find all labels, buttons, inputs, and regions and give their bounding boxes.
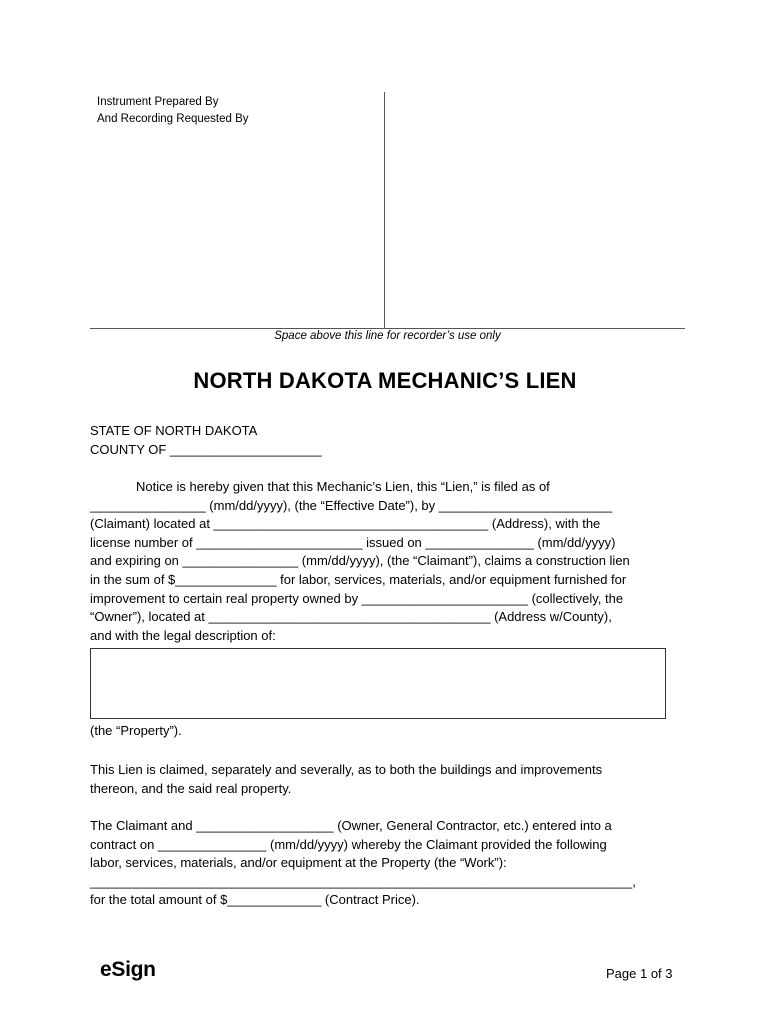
recorder-note: Space above this line for recorder’s use only [274, 330, 501, 342]
notice-line: in the sum of $______________ for labor, services, materials, and/or equipment furnished for [90, 571, 627, 587]
contract-line: for the total amount of $_____________ (Contract Price). [90, 892, 420, 908]
recorder-divider-horizontal [90, 328, 685, 329]
contract-line: contract on _______________ (mm/dd/yyyy) whereby the Claimant provided the following [90, 836, 607, 852]
notice-line: improvement to certain real property owned by _______________________ (collectively, the [90, 590, 624, 606]
property-label: (the “Property”). [90, 723, 182, 738]
state-county-block [90, 422, 322, 459]
notice-paragraph [90, 478, 630, 645]
notice-line: and expiring on ________________ (mm/dd/yyyy), (the “Claimant”), claims a construction lien [90, 553, 630, 569]
notice-line: and with the legal description of: [90, 627, 276, 643]
esign-logo: eSign [100, 958, 156, 981]
notice-line: Notice is hereby given that this Mechanic’s Lien, this “Lien,” is filed as of [136, 479, 550, 494]
contract-line: The Claimant and ___________________ (Owner, General Contractor, etc.) entered into a [90, 818, 612, 833]
page-number: Page 1 of 3 [606, 966, 673, 981]
claim-paragraph [90, 761, 602, 798]
claim-line: This Lien is claimed, separately and severally, as to both the buildings and improvements [90, 762, 603, 777]
contract-line: labor, services, materials, and/or equipment at the Property (the “Work”): [90, 855, 507, 871]
notice-line: license number of _______________________ issued on _______________ (mm/dd/yyyy) [90, 534, 616, 550]
recording-requested-label: And Recording Requested By [97, 113, 249, 125]
county-line: COUNTY OF _____________________ [90, 441, 322, 457]
document-title: NORTH DAKOTA MECHANIC’S LIEN [193, 368, 577, 393]
recorder-divider-vertical [384, 92, 385, 328]
recording-info [97, 94, 249, 128]
notice-line: ________________ (mm/dd/yyyy), (the “Effective Date”), by ________________________ [90, 497, 613, 513]
claim-line: thereon, and the said real property. [90, 780, 292, 796]
prepared-by-label: Instrument Prepared By [97, 96, 219, 108]
legal-description-box[interactable] [90, 648, 666, 719]
contract-line: ___________________________________________________________________________, [90, 873, 636, 889]
contract-paragraph [90, 817, 636, 910]
notice-line: “Owner”), located at _______________________________________ (Address w/County), [90, 609, 612, 625]
state-line: STATE OF NORTH DAKOTA [90, 423, 258, 438]
notice-line: (Claimant) located at ______________________________________ (Address), with the [90, 516, 601, 532]
